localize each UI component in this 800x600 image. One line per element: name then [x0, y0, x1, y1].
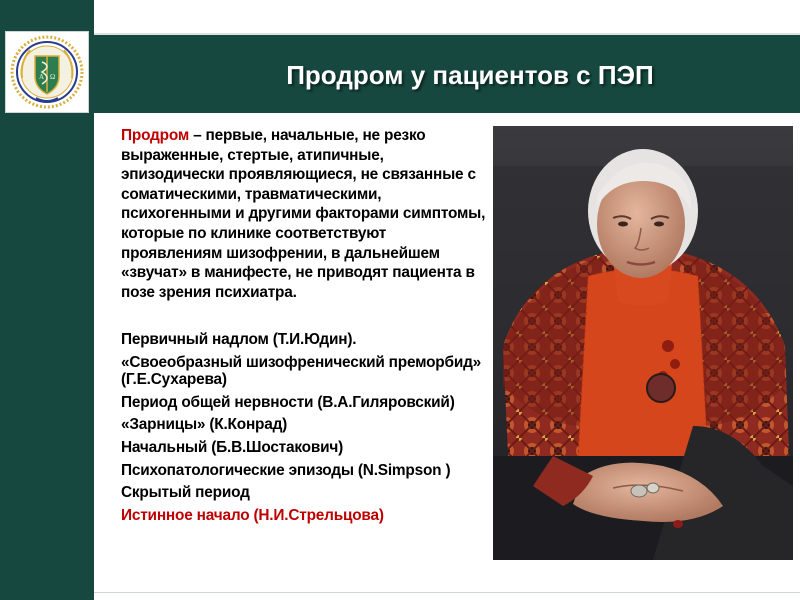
- list-item: Скрытый период: [121, 484, 250, 502]
- portrait-photo: [493, 126, 793, 560]
- slide-title: Продром у пациентов с ПЭП: [286, 60, 654, 90]
- list-item: Психопатологические эпизоды (N.Simpson ): [121, 461, 451, 479]
- list-item: Первичный надлом (Т.И.Юдин).: [121, 331, 357, 348]
- list-item: Начальный (Б.В.Шостакович): [121, 438, 344, 456]
- svg-text:A: A: [39, 73, 45, 81]
- list-item: «Своеобразный шизофренический преморбид» (Г.Е.Сухарева): [121, 353, 482, 389]
- prodrome-synonyms-list: [121, 331, 491, 529]
- list-item: Период общей нервности (В.А.Гиляровский): [121, 393, 455, 411]
- list-item-highlighted: Истинное начало (Н.И.Стрельцова): [121, 506, 384, 524]
- bottom-divider: [94, 592, 800, 593]
- prodrome-definition: [121, 126, 489, 302]
- elderly-woman-portrait: [493, 126, 793, 560]
- logo-box: [5, 31, 89, 113]
- caduceus-emblem-icon: [6, 32, 88, 112]
- definition-text: – первые, начальные, не резко выраженные, стертые, атипичные, эпизодически проявляющиеся, не связанные с соматическими, травматическими, психогенными и другими факторами симптомы, которые по клинике соответствуют проявлениям шизофрении, в дальнейшем «звучат» в манифесте, не приводят пациента в позе зрения психиатра.: [121, 127, 486, 301]
- title-top-rule: [94, 33, 800, 35]
- list-item: «Зарницы» (К.Конрад): [121, 416, 288, 434]
- svg-text:Ω: Ω: [50, 73, 56, 81]
- definition-term: Продром: [121, 127, 190, 144]
